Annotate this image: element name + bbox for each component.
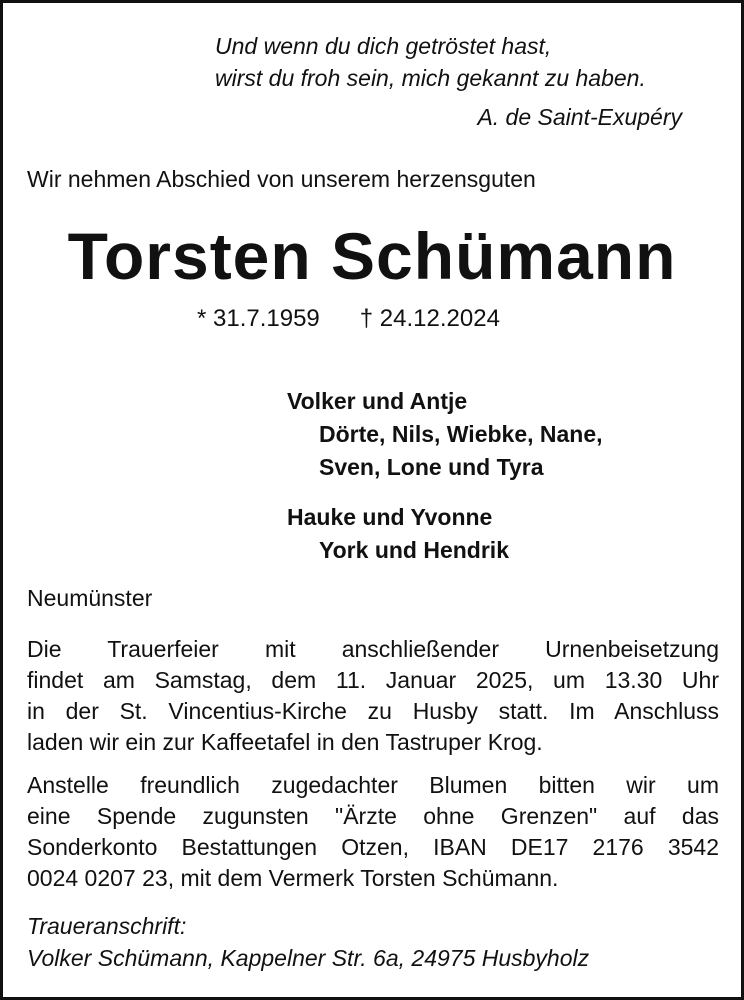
paragraph-line: findet am Samstag, dem 11. Januar 2025, um 13.30 Uhr [27, 667, 719, 693]
mourners-list [287, 385, 603, 567]
place-name: Neumünster [27, 585, 153, 611]
donation-paragraph [27, 770, 719, 894]
paragraph-line: laden wir ein zur Kaffeetafel in den Tastruper Krog. [27, 729, 543, 755]
paragraph-line: eine Spende zugunsten "Ärzte ohne Grenzen" auf das [27, 803, 719, 829]
quote-author: A. de Saint-Exupéry [477, 104, 682, 130]
paragraph-line: 0024 0207 23, mit dem Vermerk Torsten Schümann. [27, 865, 559, 891]
mourner-family-head: Volker und Antje [287, 388, 468, 414]
epigraph-quote [215, 30, 715, 94]
mourner-children: Sven, Lone und Tyra [319, 454, 544, 480]
mourning-address [27, 910, 589, 974]
quote-line: Und wenn du dich getröstet hast, [215, 33, 552, 59]
paragraph-line: in der St. Vincentius-Kirche zu Husby statt. Im Anschluss [27, 698, 719, 724]
paragraph-line: Anstelle freundlich zugedachter Blumen bitten wir um [27, 772, 719, 798]
death-date: † 24.12.2024 [359, 305, 500, 332]
deceased-name: Torsten Schümann [67, 219, 677, 293]
paragraph-line: Sonderkonto Bestattungen Otzen, IBAN DE17 2176 3542 [27, 834, 719, 860]
birth-date: * 31.7.1959 [197, 305, 320, 332]
life-dates [197, 305, 500, 333]
mourner-children: Dörte, Nils, Wiebke, Nane, [319, 421, 603, 447]
paragraph-line: Die Trauerfeier mit anschließender Urnenbeisetzung [27, 636, 719, 662]
ceremony-paragraph [27, 634, 719, 758]
address-text: Volker Schümann, Kappelner Str. 6a, 24975 Husbyholz [27, 945, 590, 971]
address-label: Traueranschrift: [27, 913, 187, 939]
mourner-family-head: Hauke und Yvonne [287, 504, 493, 530]
mourner-children: York und Hendrik [319, 537, 509, 563]
intro-text: Wir nehmen Abschied von unserem herzensguten [27, 166, 536, 192]
quote-line: wirst du froh sein, mich gekannt zu haben. [215, 65, 646, 91]
